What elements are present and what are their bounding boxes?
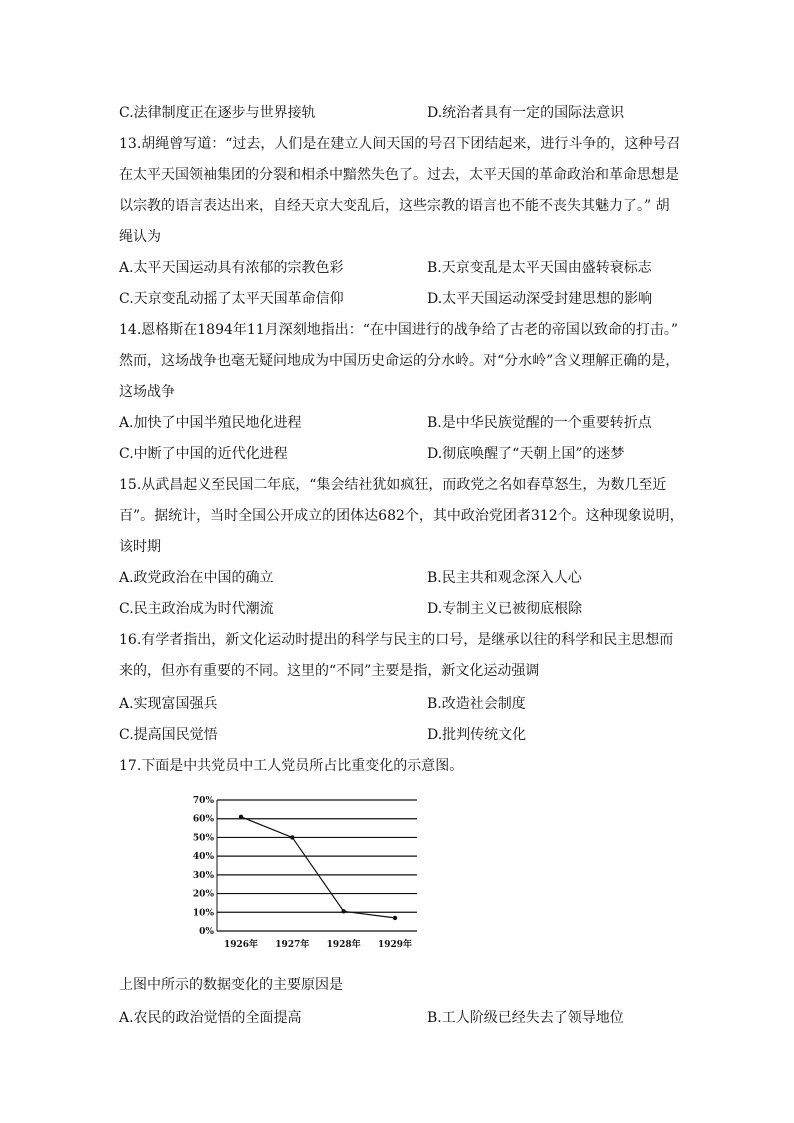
q17-option-b: B.工人阶级已经失去了领导地位 — [427, 1010, 624, 1026]
q14-stem-line-3: 这场战争 — [119, 384, 175, 400]
q16-option-a: A.实现富国强兵 — [119, 696, 218, 712]
q16-stem-line-2: 来的，但亦有重要的不同。这里的“不同”主要是指，新文化运动强调 — [119, 663, 540, 679]
q15-option-d: D.专制主义已被彻底根除 — [427, 601, 583, 617]
q13-stem-line-1: 13.胡绳曾写道：“过去，人们是在建立人间天国的号召下团结起来，进行斗争的，这种号召 — [119, 136, 681, 152]
q15-option-a: A.政党政治在中国的确立 — [119, 570, 274, 586]
y-tick-label: 0% — [199, 927, 214, 937]
q13-option-c: C.天京变乱动摇了太平天国革命信仰 — [119, 291, 344, 307]
q14-option-d: D.彻底唤醒了“天朝上国”的迷梦 — [427, 446, 625, 462]
x-tick-label: 1927年 — [275, 940, 310, 950]
q14-stem-line-1: 14.恩格斯在1894年11月深刻地指出：“在中国进行的战争给了古老的帝国以致命的打击。” — [119, 322, 679, 338]
q17-option-a: A.农民的政治觉悟的全面提高 — [119, 1010, 302, 1026]
y-tick-label: 70% — [192, 796, 214, 806]
q12-option-c: C.法律制度正在逐步与世界接轨 — [119, 105, 316, 121]
q15-stem-line-3: 该时期 — [119, 539, 161, 555]
q14-stem-line-2: 然而，这场战争也毫无疑问地成为中国历史命运的分水岭。对“分水岭”含义理解正确的是， — [119, 353, 680, 369]
data-point — [290, 835, 294, 839]
q13-option-a: A.太平天国运动具有浓郁的宗教色彩 — [119, 260, 344, 276]
x-tick-label: 1928年 — [326, 940, 361, 950]
q15-option-b: B.民主共和观念深入人心 — [427, 570, 582, 586]
q14-option-a: A.加快了中国半殖民地化进程 — [119, 415, 302, 431]
chart-x-axis — [224, 938, 412, 950]
data-point — [341, 909, 345, 913]
q13-stem-line-3: 以宗教的语言表达出来，自经天京大变乱后，这些宗教的语言也不能不丧失其魅力了。” 胡 — [119, 198, 670, 214]
q13-stem-line-4: 绳认为 — [119, 229, 161, 245]
y-tick-label: 30% — [192, 870, 214, 881]
y-tick-label: 20% — [192, 889, 214, 900]
q12-option-d: D.统治者具有一定的国际法意识 — [427, 105, 625, 121]
q16-option-c: C.提高国民觉悟 — [119, 727, 218, 743]
q13-option-d: D.太平天国运动深受封建思想的影响 — [427, 291, 653, 307]
q16-stem-line-1: 16.有学者指出，新文化运动时提出的科学与民主的口号，是继承以往的科学和民主思想而 — [119, 632, 674, 648]
q14-option-c: C.中断了中国的近代化进程 — [119, 446, 288, 462]
y-tick-label: 50% — [192, 833, 214, 844]
y-tick-label: 10% — [192, 908, 214, 919]
q16-option-b: B.改造社会制度 — [427, 696, 526, 712]
q15-stem-line-1: 15.从武昌起义至民国二年底，“集会结社犹如疯狂，而政党之名如春草怒生，为数几至近 — [119, 477, 667, 493]
chart-y-axis — [193, 796, 215, 937]
q17-stem: 17.下面是中共党员中工人党员所占比重变化的示意图。 — [119, 758, 464, 774]
data-point — [239, 815, 243, 819]
q15-stem-line-2: 百”。据统计，当时全国公开成立的团体达682个，其中政治党团者312个。这种现象说明， — [119, 508, 684, 524]
data-point — [393, 916, 397, 920]
y-tick-label: 60% — [192, 814, 214, 825]
q15-option-c: C.民主政治成为时代潮流 — [119, 601, 274, 617]
q13-option-b: B.天京变乱是太平天国由盛转衰标志 — [427, 260, 652, 276]
q14-option-b: B.是中华民族觉醒的一个重要转折点 — [427, 415, 652, 431]
worker-member-ratio-chart — [185, 788, 435, 958]
series-line — [241, 817, 395, 918]
x-tick-label: 1926年 — [223, 940, 259, 950]
q16-option-d: D.批判传统文化 — [427, 727, 527, 743]
q17-followup: 上图中所示的数据变化的主要原因是 — [119, 977, 343, 993]
q13-stem-line-2: 在太平天国领袖集团的分裂和相杀中黯然失色了。过去，太平天国的革命政治和革命思想是 — [119, 167, 679, 183]
x-tick-label: 1929年 — [377, 940, 413, 950]
y-tick-label: 40% — [192, 852, 214, 863]
chart-series — [239, 815, 397, 920]
